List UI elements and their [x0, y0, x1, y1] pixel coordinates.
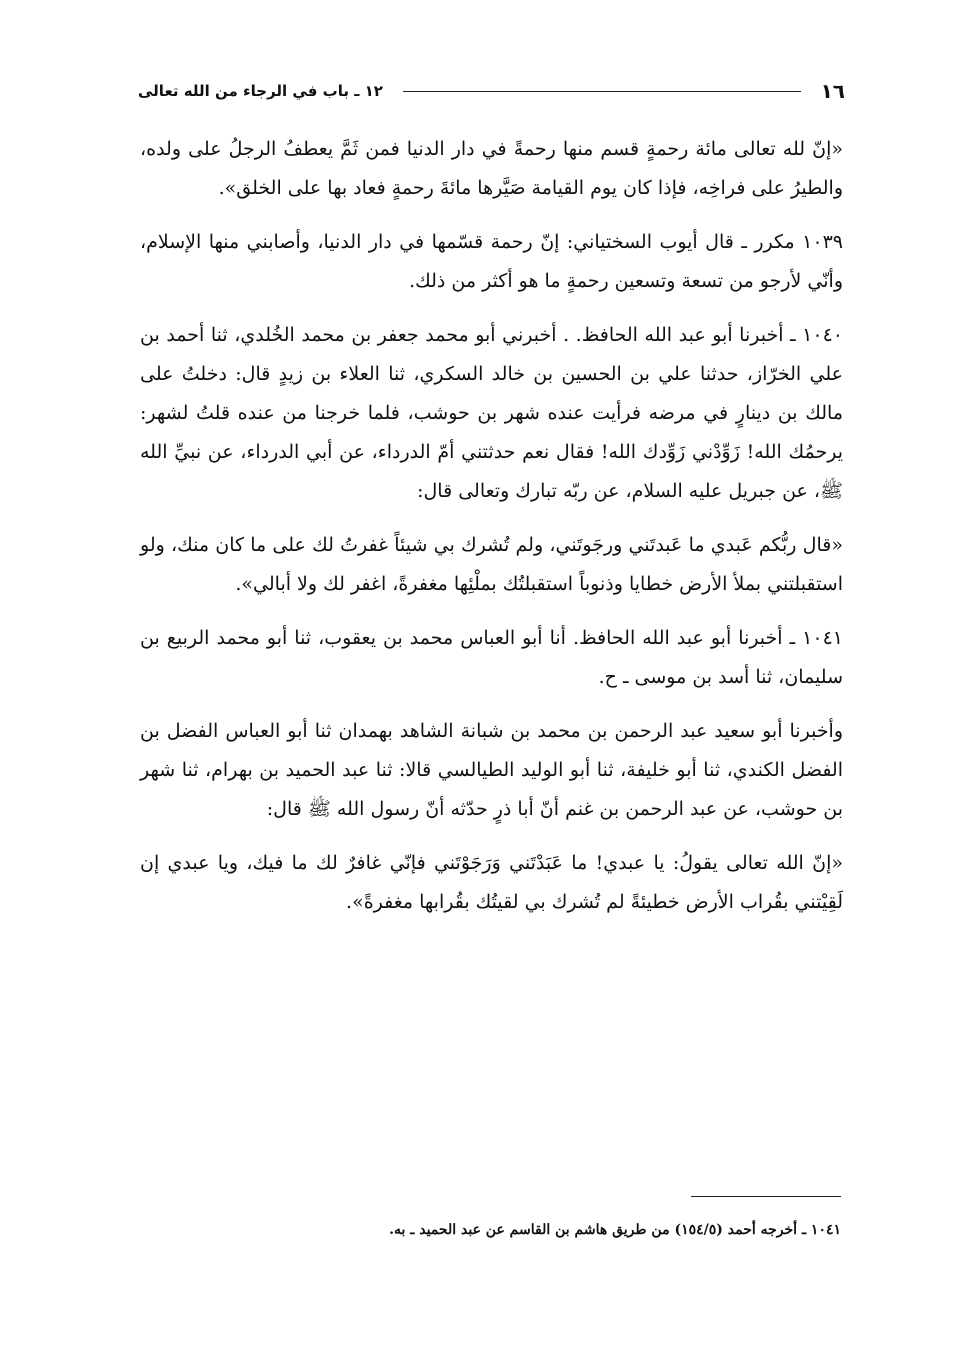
paragraph-hadith-mercy: «إنّ لله تعالى مائة رحمةٍ قسم منها رحمةً في دار الدنيا فمن ثَمَّ يعطفُ الرجلُ على ولده، والطيرُ على فراخِه، فإذا كان يوم القيامة صَيَّرها مائةَ رحمةٍ فعاد بها على الخلق».: [140, 138, 843, 199]
page-number: ١٦: [820, 79, 845, 103]
header-rule: [403, 91, 801, 92]
paragraph-1039: ١٠٣٩ مكرر ـ قال أيوب السختياني: إنّ رحمة قسّمها في دار الدنيا، وأصابني منها الإسلام، وأنّي لأرجو من تسعة وتسعين رحمةٍ ما هو أكثر من ذلك.: [140, 231, 843, 292]
footnote-rule: [691, 1196, 841, 1197]
paragraph-1040: ١٠٤٠ ـ أخبرنا أبو عبد الله الحافظ. . أخبرني أبو محمد جعفر بن محمد الخُلدي، ثنا أحمد بن علي الخرّاز، حدثنا علي بن الحسين بن خالد السكري، ثنا العلاء بن زيدٍ قال: دخلتُ على مالك بن دينارٍ في مرضه فرأيت عنده شهر بن حوشب، فلما خرجنا من عنده قلتُ لشهر: يرحمُك الله! زَوِّدْني زَوِّدك الله! فقال نعم حدثتني أمّ الدرداء، عن أبي الدرداء، عن نبيِّ الله ﷺ، عن جبريل عليه السلام، عن ربّه تبارك وتعالى قال:: [140, 324, 843, 502]
paragraph-hadith-abu-dharr: «إنّ الله تعالى يقولُ: يا عبدي! ما عَبَدْتَني وَرَجَوْتَني فإنّي غافرٌ لك ما فيك، ويا عبدي إن لَقِيْتني بقُراب الأرض خطيئةً لم تُشرك بي لقيتُك بقُرابها مغفرةً».: [140, 852, 843, 913]
running-head: ١٢ ـ باب في الرجاء من الله تعالى: [138, 82, 383, 100]
paragraph-1041: ١٠٤١ ـ أخبرنا أبو عبد الله الحافظ. أنا أبو العباس محمد بن يعقوب، ثنا أبو محمد الربيع بن سليمان، ثنا أسد بن موسى ـ ح.: [140, 627, 843, 688]
body-text: [140, 130, 843, 937]
page-header: [138, 74, 845, 108]
footnote: ١٠٤١ ـ أخرجه أحمد (١٥٤/٥) من طريق هاشم بن القاسم عن عبد الحميد ـ به.: [389, 1222, 841, 1238]
paragraph-hadith-forgiveness: «قال ربُّكم عَبدي ما عَبدتَني ورجَوتَني، ولم تُشرك بي شيئاً غفرتُ لك على ما كان منك، ولو استقبلتني بملأ الأرض خطايا وذنوباً استقبلتُك بملْئِها مغفرةً، اغفر لك ولا أبالي».: [140, 534, 843, 595]
paragraph-1041-chain: وأخبرنا أبو سعيد عبد الرحمن بن محمد بن شبانة الشاهد بهمدان ثنا أبو العباس الفضل بن الفضل الكندي، ثنا أبو خليفة، ثنا أبو الوليد الطيالسي قالا: ثنا عبد الحميد بن بهرام، ثنا شهر بن حوشب، عن عبد الرحمن بن غنم أنّ أبا ذرٍ حدّثه أنّ رسول الله ﷺ قال:: [140, 720, 843, 820]
